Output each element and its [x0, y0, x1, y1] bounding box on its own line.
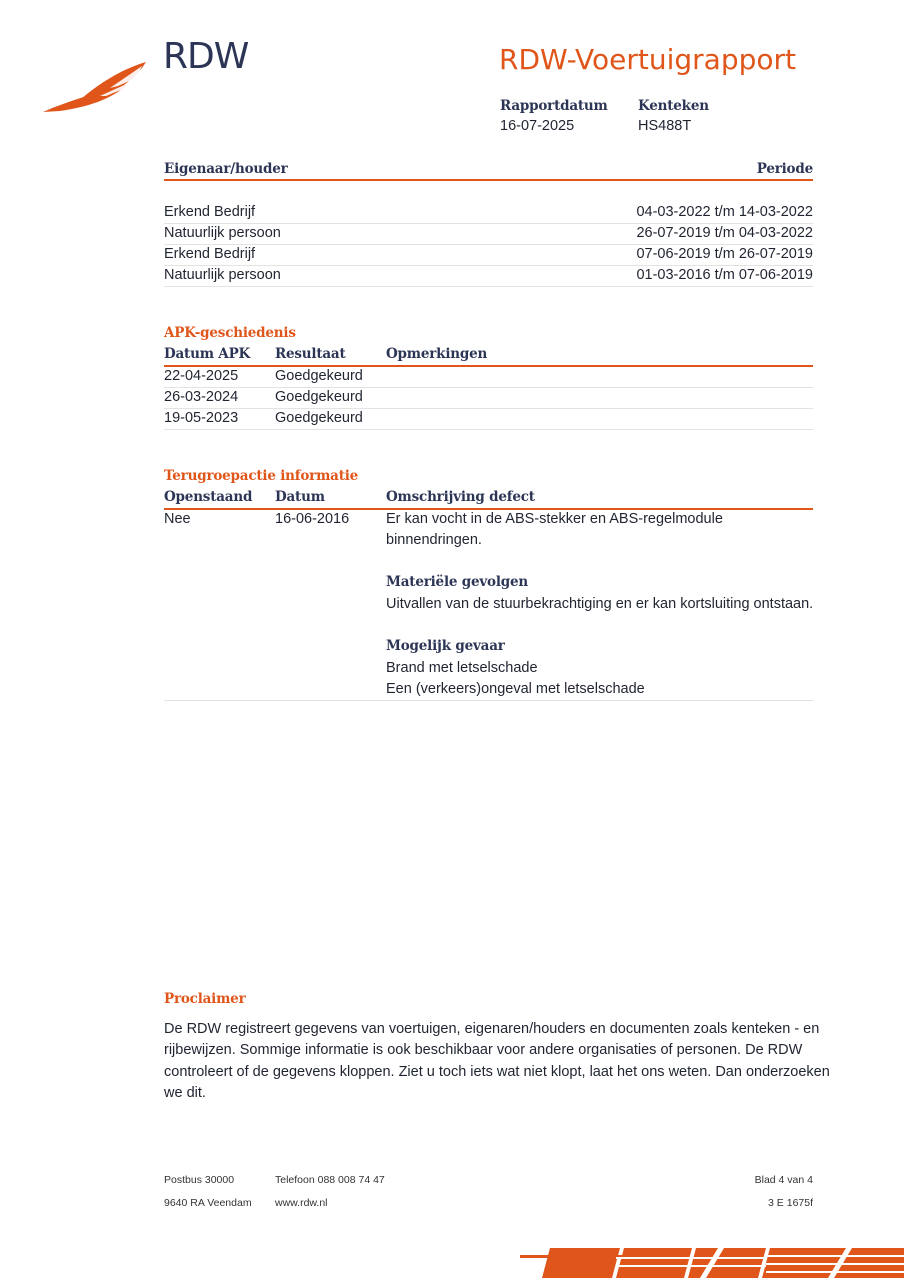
recall-col-open: Openstaand: [164, 489, 253, 505]
disclaimer-line-1: De RDW registreert gegevens van voertuigen, eigenaren/houders en documenten zoals kenteken - en: [164, 1021, 820, 1037]
report-title: RDW-Voertuigrapport: [499, 43, 796, 76]
report-date-value: 16-07-2025: [500, 118, 575, 134]
owner-row-3-period: 07-06-2019 t/m 26-07-2019: [636, 246, 813, 262]
recall-danger-line-2: Een (verkeers)ongeval met letselschade: [386, 681, 645, 697]
owner-row-2-owner: Natuurlijk persoon: [164, 225, 281, 241]
footer-page: Blad 4 van 4: [754, 1174, 813, 1186]
recall-defect-line-2: binnendringen.: [386, 532, 482, 548]
rdw-wing-logo: [40, 56, 150, 116]
recall-defect-line-1: Er kan vocht in de ABS-stekker en ABS-regelmodule: [386, 511, 723, 527]
owners-col-period: Periode: [756, 161, 813, 177]
disclaimer-title: Proclaimer: [164, 991, 246, 1007]
footer-web[interactable]: www.rdw.nl: [275, 1197, 328, 1209]
footer-phone: Telefoon 088 008 74 47: [275, 1174, 385, 1186]
disclaimer-line-2: rijbewijzen. Sommige informatie is ook beschikbaar voor andere organisaties of personen. De RDW: [164, 1042, 803, 1058]
apk-col-date: Datum APK: [164, 346, 251, 362]
owners-col-owner: Eigenaar/houder: [164, 161, 288, 177]
apk-col-result: Resultaat: [275, 346, 346, 362]
report-date-label: Rapportdatum: [500, 98, 608, 114]
brand-name: RDW: [163, 36, 249, 77]
recall-date-value: 16-06-2016: [275, 511, 350, 527]
disclaimer-line-3: controleert of de gegevens kloppen. Ziet u toch iets wat niet klopt, laat het ons weten. Dan onderzoeken: [164, 1064, 830, 1080]
owners-header-rule: [164, 179, 813, 181]
owner-row-divider: [164, 286, 813, 287]
recall-open-value: Nee: [164, 511, 191, 527]
recall-consequences-title: Materiële gevolgen: [386, 574, 529, 590]
recall-col-desc: Omschrijving defect: [386, 489, 535, 505]
owner-row-2-period: 26-07-2019 t/m 04-03-2022: [636, 225, 813, 241]
apk-row-2-result: Goedgekeurd: [275, 389, 363, 405]
apk-row-1-result: Goedgekeurd: [275, 368, 363, 384]
owner-row-3-owner: Erkend Bedrijf: [164, 246, 256, 262]
apk-col-remarks: Opmerkingen: [386, 346, 488, 362]
recall-section-title: Terugroepactie informatie: [164, 468, 359, 484]
recall-consequences-text: Uitvallen van de stuurbekrachtiging en er kan kortsluiting ontstaan.: [386, 596, 814, 612]
apk-row-divider: [164, 429, 813, 430]
recall-danger-title: Mogelijk gevaar: [386, 638, 505, 654]
apk-row-3-result: Goedgekeurd: [275, 410, 363, 426]
footer-code: 3 E 1675f: [768, 1197, 813, 1209]
apk-row-2-date: 26-03-2024: [164, 389, 239, 405]
owner-row-4-owner: Natuurlijk persoon: [164, 267, 281, 283]
recall-danger-line-1: Brand met letselschade: [386, 660, 538, 676]
footer-city: 9640 RA Veendam: [164, 1197, 252, 1209]
footer-postbus: Postbus 30000: [164, 1174, 235, 1186]
recall-row-divider: [164, 700, 813, 701]
apk-section-title: APK-geschiedenis: [164, 325, 296, 341]
apk-row-divider: [164, 408, 813, 409]
recall-col-date: Datum: [275, 489, 325, 505]
apk-row-3-date: 19-05-2023: [164, 410, 239, 426]
plate-value: HS488T: [638, 118, 692, 134]
disclaimer-line-4: we dit.: [164, 1085, 206, 1101]
plate-label: Kenteken: [638, 98, 709, 114]
owner-row-4-period: 01-03-2016 t/m 07-06-2019: [636, 267, 813, 283]
owner-row-1-period: 04-03-2022 t/m 14-03-2022: [636, 204, 813, 220]
owner-row-1-owner: Erkend Bedrijf: [164, 204, 256, 220]
apk-header-rule: [164, 365, 813, 367]
rdw-stripes-graphic: [520, 1244, 904, 1280]
apk-row-divider: [164, 387, 813, 388]
apk-row-1-date: 22-04-2025: [164, 368, 239, 384]
